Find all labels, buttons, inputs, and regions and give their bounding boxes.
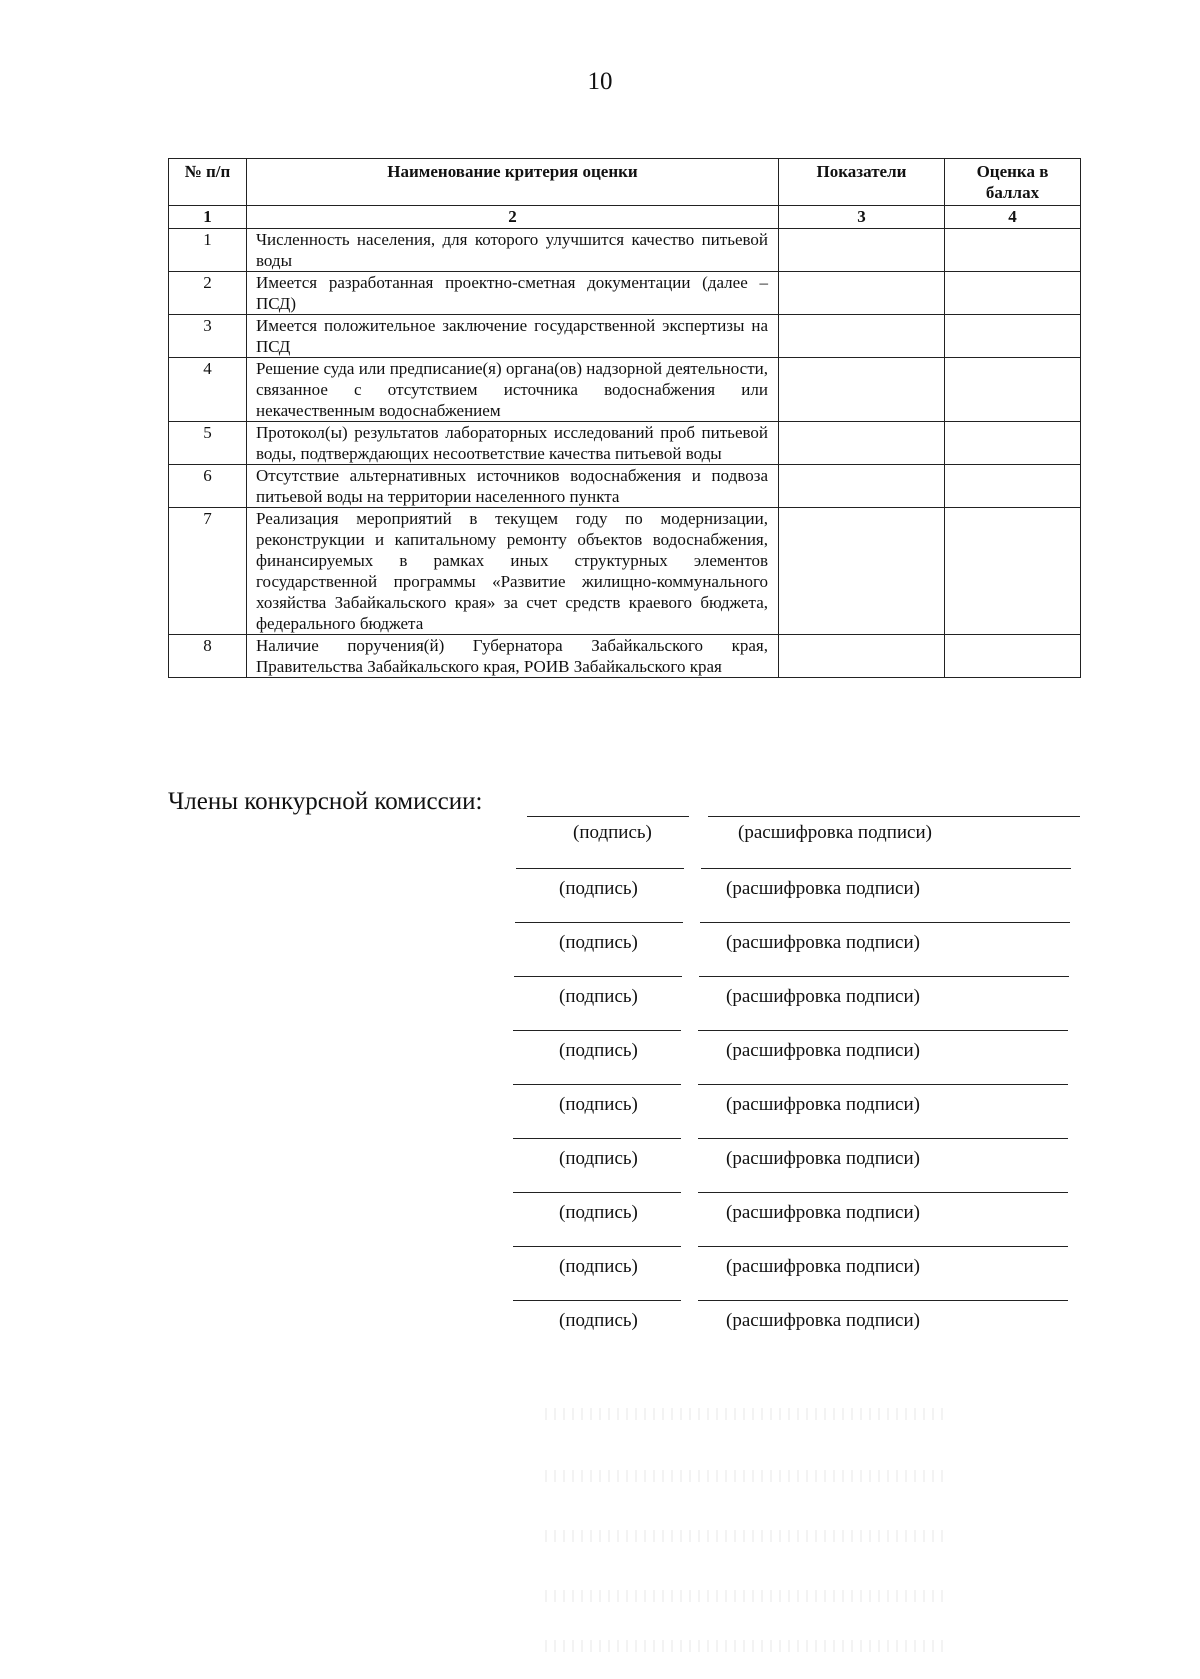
signature-label: (подпись) bbox=[559, 1094, 638, 1115]
signature-decode-line bbox=[701, 868, 1071, 869]
table-row bbox=[169, 635, 1081, 678]
signature-decode-label: (расшифровка подписи) bbox=[726, 878, 920, 899]
signature-label: (подпись) bbox=[573, 822, 652, 843]
row-number: 7 bbox=[169, 508, 247, 635]
column-number-3: 3 bbox=[779, 206, 945, 229]
signature-line bbox=[513, 1138, 681, 1139]
signature-line bbox=[513, 1084, 681, 1085]
scan-noise bbox=[545, 1470, 945, 1482]
row-criterion: Решение суда или предписание(я) органа(ов) надзорной деятельности, связанное с отсутствием источника водоснабжения или некачественным водоснабжением bbox=[247, 358, 779, 422]
signature-decode-line bbox=[698, 1192, 1068, 1193]
signature-decode-line bbox=[708, 816, 1080, 817]
scan-noise bbox=[545, 1640, 945, 1652]
row-score-cell bbox=[945, 508, 1081, 635]
table-row bbox=[169, 422, 1081, 465]
table-row bbox=[169, 465, 1081, 508]
signature-decode-line bbox=[698, 1300, 1068, 1301]
column-number-2: 2 bbox=[247, 206, 779, 229]
row-indicator-cell bbox=[779, 315, 945, 358]
row-criterion: Реализация мероприятий в текущем году по модернизации, реконструкции и капитальному ремонту объектов водоснабжения, финансируемых в рамках иных структурных элементов государственной программы «Развитие жилищно-коммунального хозяйства Забайкальского края» за счет средств краевого бюджета, федерального бюджета bbox=[247, 508, 779, 635]
row-indicator-cell bbox=[779, 508, 945, 635]
header-score: Оценка в баллах bbox=[945, 159, 1081, 206]
row-score-cell bbox=[945, 272, 1081, 315]
table-row bbox=[169, 358, 1081, 422]
row-indicator-cell bbox=[779, 272, 945, 315]
table-row bbox=[169, 315, 1081, 358]
row-criterion: Численность населения, для которого улучшится качество питьевой воды bbox=[247, 229, 779, 272]
row-score-cell bbox=[945, 315, 1081, 358]
signature-line bbox=[527, 816, 689, 817]
signature-decode-line bbox=[698, 1138, 1068, 1139]
signature-line bbox=[513, 1192, 681, 1193]
table-row bbox=[169, 508, 1081, 635]
signature-decode-line bbox=[698, 1030, 1068, 1031]
signature-line bbox=[513, 1246, 681, 1247]
table-header-row bbox=[169, 159, 1081, 206]
row-indicator-cell bbox=[779, 358, 945, 422]
column-numbering-row bbox=[169, 206, 1081, 229]
signature-label: (подпись) bbox=[559, 878, 638, 899]
signature-decode-label: (расшифровка подписи) bbox=[726, 1202, 920, 1223]
row-indicator-cell bbox=[779, 422, 945, 465]
row-criterion: Наличие поручения(й) Губернатора Забайкальского края, Правительства Забайкальского края, РОИВ Забайкальского края bbox=[247, 635, 779, 678]
commission-members-title: Члены конкурсной комиссии: bbox=[168, 788, 483, 815]
signature-line bbox=[516, 868, 684, 869]
signature-label: (подпись) bbox=[559, 1310, 638, 1331]
header-number: № п/п bbox=[169, 159, 247, 206]
signature-label: (подпись) bbox=[559, 1256, 638, 1277]
signature-decode-label: (расшифровка подписи) bbox=[726, 1094, 920, 1115]
signature-line bbox=[513, 1030, 681, 1031]
signature-decode-line bbox=[699, 976, 1069, 977]
column-number-1: 1 bbox=[169, 206, 247, 229]
row-number: 6 bbox=[169, 465, 247, 508]
signature-line bbox=[513, 1300, 681, 1301]
signature-line bbox=[514, 976, 682, 977]
signature-decode-label: (расшифровка подписи) bbox=[726, 986, 920, 1007]
criteria-table bbox=[168, 158, 1081, 678]
row-number: 3 bbox=[169, 315, 247, 358]
signature-decode-label: (расшифровка подписи) bbox=[726, 1148, 920, 1169]
signature-decode-label: (расшифровка подписи) bbox=[726, 1310, 920, 1331]
row-indicator-cell bbox=[779, 635, 945, 678]
header-indicators: Показатели bbox=[779, 159, 945, 206]
scan-noise bbox=[545, 1408, 945, 1420]
row-indicator-cell bbox=[779, 465, 945, 508]
row-criterion: Имеется положительное заключение государственной экспертизы на ПСД bbox=[247, 315, 779, 358]
signature-decode-line bbox=[698, 1084, 1068, 1085]
signature-line bbox=[515, 922, 683, 923]
row-score-cell bbox=[945, 465, 1081, 508]
row-score-cell bbox=[945, 358, 1081, 422]
signature-decode-label: (расшифровка подписи) bbox=[726, 1040, 920, 1061]
row-score-cell bbox=[945, 422, 1081, 465]
row-score-cell bbox=[945, 635, 1081, 678]
signature-label: (подпись) bbox=[559, 986, 638, 1007]
row-criterion: Имеется разработанная проектно-сметная документации (далее – ПСД) bbox=[247, 272, 779, 315]
signature-decode-line bbox=[698, 1246, 1068, 1247]
scan-noise bbox=[545, 1590, 945, 1602]
header-criterion: Наименование критерия оценки bbox=[247, 159, 779, 206]
signature-label: (подпись) bbox=[559, 1040, 638, 1061]
row-number: 5 bbox=[169, 422, 247, 465]
table-row bbox=[169, 229, 1081, 272]
row-score-cell bbox=[945, 229, 1081, 272]
row-number: 8 bbox=[169, 635, 247, 678]
row-number: 4 bbox=[169, 358, 247, 422]
signature-decode-label: (расшифровка подписи) bbox=[738, 822, 932, 843]
table-row bbox=[169, 272, 1081, 315]
scan-noise bbox=[545, 1530, 945, 1542]
signature-decode-line bbox=[700, 922, 1070, 923]
row-criterion: Протокол(ы) результатов лабораторных исследований проб питьевой воды, подтверждающих несоответствие качества питьевой воды bbox=[247, 422, 779, 465]
signature-label: (подпись) bbox=[559, 1148, 638, 1169]
signature-label: (подпись) bbox=[559, 1202, 638, 1223]
row-indicator-cell bbox=[779, 229, 945, 272]
row-number: 1 bbox=[169, 229, 247, 272]
signature-decode-label: (расшифровка подписи) bbox=[726, 1256, 920, 1277]
row-number: 2 bbox=[169, 272, 247, 315]
column-number-4: 4 bbox=[945, 206, 1081, 229]
row-criterion: Отсутствие альтернативных источников водоснабжения и подвоза питьевой воды на территории населенного пункта bbox=[247, 465, 779, 508]
signature-label: (подпись) bbox=[559, 932, 638, 953]
signature-decode-label: (расшифровка подписи) bbox=[726, 932, 920, 953]
page-number: 10 bbox=[587, 68, 613, 95]
